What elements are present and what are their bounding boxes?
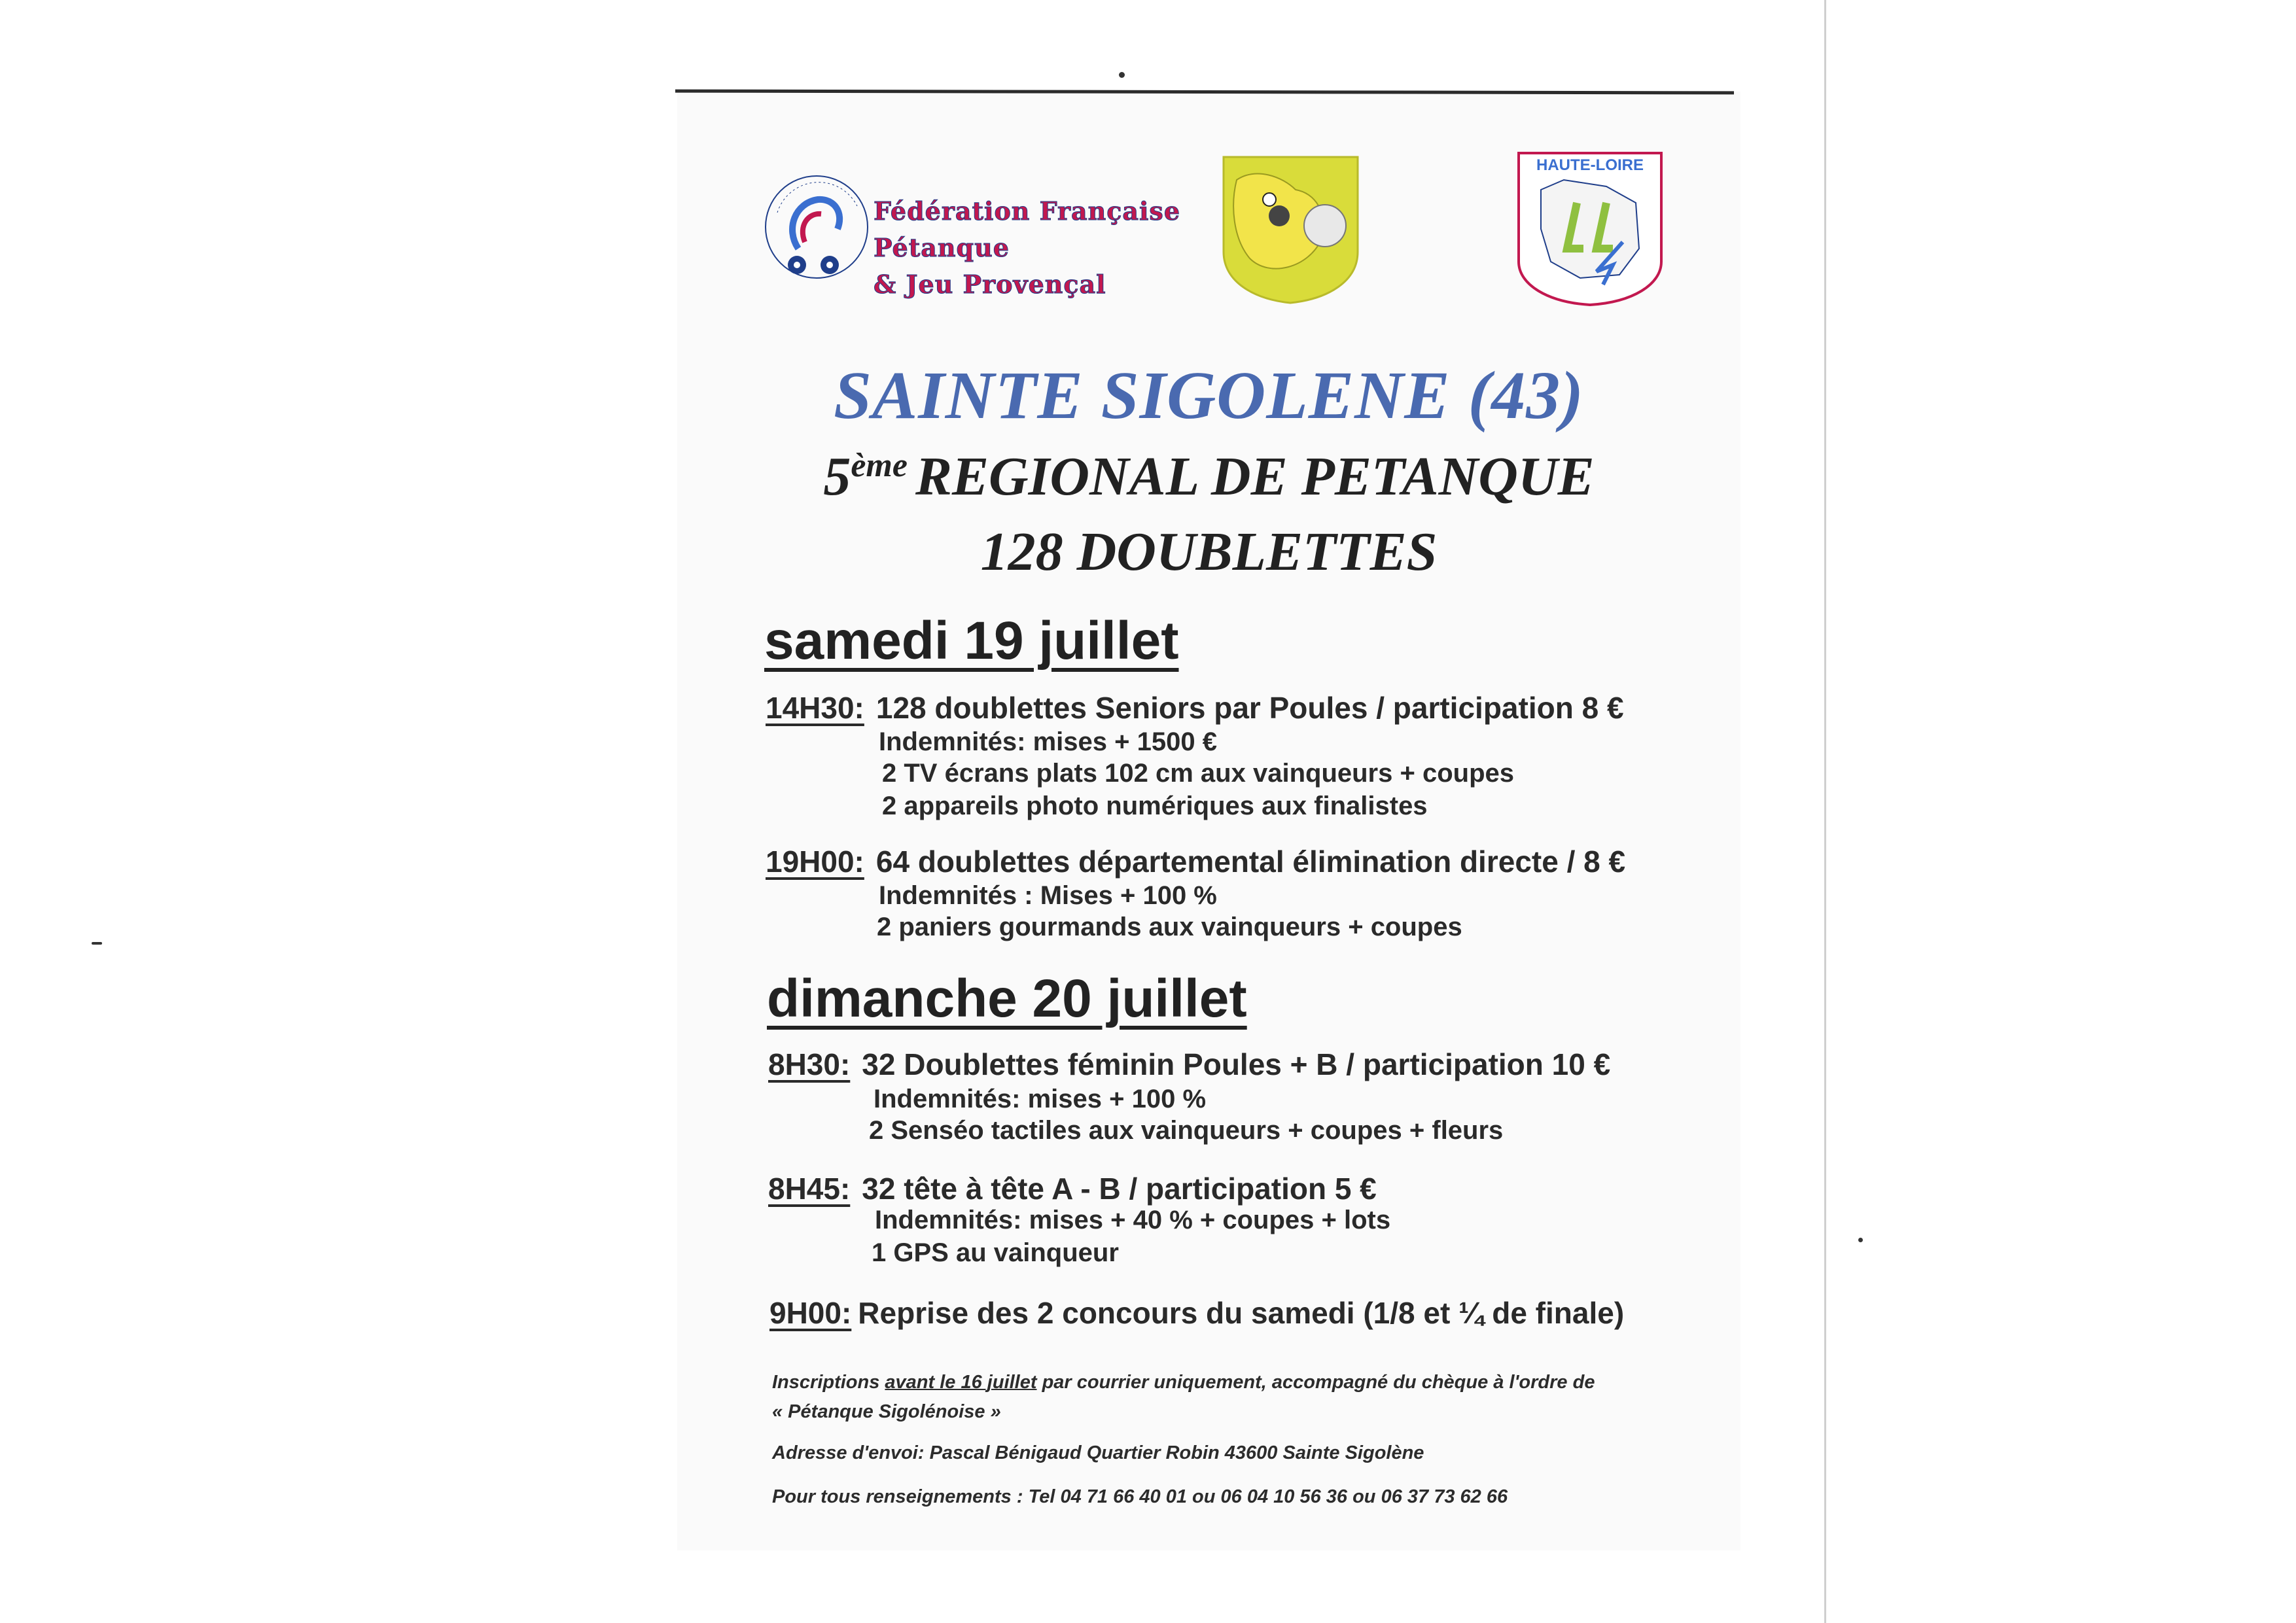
footer-deadline: avant le 16 juillet [885, 1372, 1037, 1393]
event-detail: 2 appareils photo numériques aux finalistes [882, 792, 1428, 820]
event-detail: 2 TV écrans plats 102 cm aux vainqueurs + coupes [882, 759, 1514, 788]
ordinal-number: 5 [823, 446, 851, 507]
footer-inscriptions [772, 1372, 1595, 1393]
page-title-format: 128 DOUBLETTES [980, 521, 1438, 582]
event-name: REGIONAL DE PETANQUE [915, 446, 1595, 507]
haute-loire-logo [1515, 150, 1665, 307]
footer-contact: Pour tous renseignements : Tel 04 71 66 40 01 ou 06 04 10 56 36 ou 06 37 73 62 66 [772, 1486, 1508, 1507]
scan-speck [92, 942, 102, 945]
event-detail: Indemnités: mises + 40 % + coupes + lots [875, 1206, 1391, 1234]
event-time: 14H30: [766, 691, 864, 725]
event-time: 8H45: [768, 1172, 851, 1206]
event-title: 32 tête à tête A - B / participation 5 € [862, 1172, 1377, 1206]
event-time: 19H00: [766, 845, 864, 879]
event-time: 8H30: [768, 1047, 851, 1081]
ffpjp-logo [759, 167, 1181, 299]
logo-row [759, 147, 1669, 311]
footer-text: Inscriptions [772, 1372, 885, 1393]
haute-loire-top-text: HAUTE-LOIRE [1536, 156, 1644, 174]
event-title: 128 doublettes Seniors par Poules / participation 8 € [875, 691, 1624, 725]
footer-payee: « Pétanque Sigolénoise » [772, 1401, 1001, 1422]
event-time: 9H00: [769, 1296, 852, 1330]
event-detail: 2 Senséo tactiles aux vainqueurs + coupes + fleurs [869, 1116, 1504, 1145]
scan-edge [1824, 0, 1826, 1623]
event-title: 32 Doublettes féminin Poules + B / participation 10 € [862, 1047, 1611, 1081]
scan-speck [1858, 1238, 1863, 1242]
ordinal-suffix: ème [851, 447, 908, 484]
day-heading-saturday: samedi 19 juillet [764, 611, 1179, 671]
event-row [766, 690, 1624, 725]
ffpjp-line-3: & Jeu Provençal [874, 270, 1106, 299]
page-title-city: SAINTE SIGOLENE (43) [834, 358, 1584, 433]
haute-loire-shield-icon [1515, 150, 1665, 307]
event-detail: Indemnités: mises + 1500 € [879, 727, 1217, 756]
ligue-auvergne-logo [1217, 154, 1364, 304]
event-row [766, 844, 1625, 879]
event-detail: 1 GPS au vainqueur [872, 1238, 1119, 1267]
ffpjp-emblem-icon [759, 167, 877, 288]
day-heading-sunday: dimanche 20 juillet [767, 969, 1247, 1028]
event-row [768, 1047, 1610, 1082]
footer-text: par courrier uniquement, accompagné du chèque à l'ordre de [1036, 1372, 1595, 1393]
event-row [769, 1295, 1624, 1331]
event-detail: 2 paniers gourmands aux vainqueurs + coupes [877, 913, 1462, 941]
ffpjp-line-2: Pétanque [874, 233, 1010, 262]
ffpjp-line-1: Fédération Française [874, 196, 1181, 226]
footer-address: Adresse d'envoi: Pascal Bénigaud Quartier Robin 43600 Sainte Sigolène [772, 1442, 1424, 1463]
event-title: Reprise des 2 concours du samedi (1/8 et ¼ de finale) [858, 1296, 1625, 1330]
scan-speck [1119, 72, 1125, 78]
event-detail: Indemnités: mises + 100 % [874, 1085, 1207, 1113]
event-title: 64 doublettes départemental élimination directe / 8 € [875, 845, 1626, 879]
event-detail: Indemnités : Mises + 100 % [879, 881, 1217, 910]
page-title-event [677, 445, 1740, 508]
event-row [768, 1171, 1377, 1206]
ligue-shield-icon [1217, 154, 1364, 304]
